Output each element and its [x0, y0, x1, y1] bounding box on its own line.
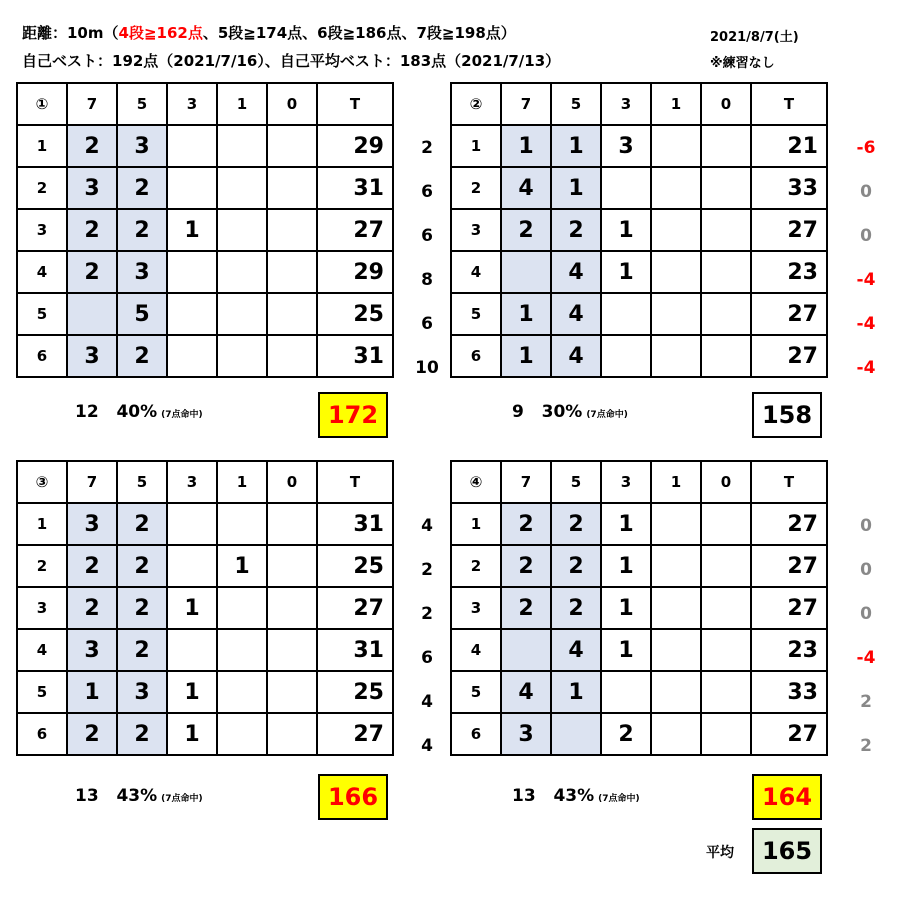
score-diff: -4	[856, 358, 876, 378]
count-cell-7: 2	[67, 251, 117, 293]
round-label: ③	[17, 461, 67, 503]
round-1-hits: 12	[75, 402, 99, 422]
end-number: 4	[451, 251, 501, 293]
count-cell-0	[701, 251, 751, 293]
column-header: 0	[701, 83, 751, 125]
score-diff: 0	[860, 516, 872, 536]
count-cell-3: 1	[601, 209, 651, 251]
round-4-hits: 13	[512, 786, 536, 806]
side-number: 2	[421, 138, 433, 158]
count-cell-3	[601, 671, 651, 713]
round-1-pct-note: (7点命中)	[161, 410, 203, 420]
count-cell-3	[167, 167, 217, 209]
count-cell-1	[651, 125, 701, 167]
count-cell-0	[267, 293, 317, 335]
column-header: 5	[551, 461, 601, 503]
end-number: 3	[17, 209, 67, 251]
end-total: 21	[751, 125, 827, 167]
count-cell-7: 2	[67, 209, 117, 251]
count-cell-7: 2	[67, 125, 117, 167]
end-number: 5	[17, 293, 67, 335]
end-total: 27	[751, 293, 827, 335]
round-label: ④	[451, 461, 501, 503]
table-row	[451, 629, 827, 671]
end-total: 33	[751, 167, 827, 209]
count-cell-7	[501, 629, 551, 671]
score-diff: 0	[860, 226, 872, 246]
count-cell-7: 2	[501, 209, 551, 251]
count-cell-5: 1	[551, 671, 601, 713]
table-row	[451, 713, 827, 755]
column-header: 7	[67, 83, 117, 125]
table-row	[17, 587, 393, 629]
column-header: 1	[217, 83, 267, 125]
count-cell-3: 1	[601, 629, 651, 671]
table-row	[451, 125, 827, 167]
end-number: 3	[451, 587, 501, 629]
column-header: T	[751, 461, 827, 503]
round-3-hits: 13	[75, 786, 99, 806]
side-number: 6	[421, 182, 433, 202]
count-cell-7: 3	[501, 713, 551, 755]
count-cell-5: 4	[551, 335, 601, 377]
count-cell-3: 1	[167, 713, 217, 755]
count-cell-1	[217, 503, 267, 545]
end-total: 27	[751, 335, 827, 377]
round-1-pct: 40%	[116, 402, 158, 422]
table-row	[17, 335, 393, 377]
column-header: 1	[217, 461, 267, 503]
count-cell-5: 1	[551, 125, 601, 167]
round-2-stats	[512, 402, 628, 422]
end-number: 5	[17, 671, 67, 713]
round-1-stats	[75, 402, 203, 422]
count-cell-3: 1	[601, 587, 651, 629]
count-cell-0	[701, 335, 751, 377]
count-cell-1	[651, 545, 701, 587]
count-cell-3	[167, 545, 217, 587]
count-cell-0	[701, 125, 751, 167]
table-row	[17, 209, 393, 251]
end-number: 2	[451, 545, 501, 587]
average-value: 165	[752, 828, 822, 874]
count-cell-1	[217, 335, 267, 377]
table-row	[17, 125, 393, 167]
count-cell-1	[651, 713, 701, 755]
side-number: 6	[421, 314, 433, 334]
count-cell-7: 2	[67, 545, 117, 587]
end-number: 5	[451, 671, 501, 713]
end-total: 27	[317, 587, 393, 629]
count-cell-5: 2	[117, 629, 167, 671]
count-cell-3	[167, 293, 217, 335]
count-cell-0	[267, 335, 317, 377]
count-cell-7: 3	[67, 629, 117, 671]
column-header: 7	[67, 461, 117, 503]
count-cell-1	[651, 251, 701, 293]
round-4-pct-note: (7点命中)	[598, 794, 640, 804]
header-row	[451, 83, 827, 125]
count-cell-0	[267, 125, 317, 167]
end-number: 1	[451, 125, 501, 167]
end-total: 31	[317, 503, 393, 545]
end-total: 29	[317, 125, 393, 167]
rank-4-threshold: 4段≧162点	[118, 24, 203, 42]
score-diff: 2	[860, 736, 872, 756]
count-cell-3: 1	[601, 545, 651, 587]
header-row	[451, 461, 827, 503]
end-number: 6	[17, 713, 67, 755]
count-cell-1	[651, 293, 701, 335]
round-4-pct: 43%	[553, 786, 595, 806]
end-number: 1	[17, 125, 67, 167]
count-cell-0	[267, 167, 317, 209]
count-cell-7: 2	[501, 503, 551, 545]
round-2-pct-note: (7点命中)	[586, 410, 628, 420]
distance-prefix: 距離：10m（	[22, 24, 119, 42]
column-header: 7	[501, 83, 551, 125]
count-cell-0	[267, 629, 317, 671]
column-header: 1	[651, 461, 701, 503]
end-number: 1	[451, 503, 501, 545]
side-number: 6	[421, 648, 433, 668]
end-number: 1	[17, 503, 67, 545]
count-cell-7: 2	[501, 545, 551, 587]
score-diff: 0	[860, 182, 872, 202]
column-header: 5	[117, 461, 167, 503]
end-total: 27	[751, 587, 827, 629]
table-row	[451, 167, 827, 209]
round-label: ①	[17, 83, 67, 125]
table-row	[17, 293, 393, 335]
count-cell-1	[651, 167, 701, 209]
count-cell-5: 2	[551, 503, 601, 545]
count-cell-1	[217, 251, 267, 293]
side-number: 6	[421, 226, 433, 246]
count-cell-1	[217, 209, 267, 251]
score-diff: -4	[856, 270, 876, 290]
end-number: 2	[17, 167, 67, 209]
count-cell-3: 2	[601, 713, 651, 755]
count-cell-5: 2	[117, 587, 167, 629]
count-cell-0	[701, 209, 751, 251]
note-label: ※練習なし	[710, 56, 775, 71]
count-cell-7: 3	[67, 503, 117, 545]
end-number: 4	[17, 629, 67, 671]
count-cell-0	[701, 629, 751, 671]
round-3-pct: 43%	[116, 786, 158, 806]
table-row	[451, 503, 827, 545]
column-header: 1	[651, 83, 701, 125]
count-cell-0	[701, 503, 751, 545]
count-cell-0	[267, 503, 317, 545]
round-4-stats	[512, 786, 640, 806]
count-cell-1	[217, 629, 267, 671]
column-header: 0	[267, 83, 317, 125]
count-cell-7: 2	[501, 587, 551, 629]
side-number: 4	[421, 736, 433, 756]
average-label: 平均	[706, 845, 734, 861]
table-row	[17, 713, 393, 755]
count-cell-5: 5	[117, 293, 167, 335]
round-2-table	[450, 82, 828, 378]
count-cell-5: 2	[117, 167, 167, 209]
count-cell-0	[701, 713, 751, 755]
count-cell-7: 2	[67, 713, 117, 755]
round-2-total: 158	[752, 392, 822, 438]
table-row	[451, 587, 827, 629]
column-header: T	[751, 83, 827, 125]
end-number: 2	[17, 545, 67, 587]
round-1-table	[16, 82, 394, 378]
table-row	[17, 671, 393, 713]
count-cell-7	[67, 293, 117, 335]
end-total: 27	[751, 545, 827, 587]
side-number: 10	[415, 358, 439, 378]
count-cell-1	[651, 629, 701, 671]
personal-best-line: 自己ベスト：192点（2021/7/16）、自己平均ベスト：183点（2021/7/13）	[22, 52, 561, 70]
count-cell-5	[551, 713, 601, 755]
end-total: 31	[317, 335, 393, 377]
count-cell-7: 1	[67, 671, 117, 713]
count-cell-3	[167, 335, 217, 377]
table-row	[17, 251, 393, 293]
count-cell-0	[267, 209, 317, 251]
count-cell-3	[601, 335, 651, 377]
count-cell-3	[167, 125, 217, 167]
count-cell-3: 1	[167, 209, 217, 251]
count-cell-1	[651, 671, 701, 713]
end-total: 31	[317, 629, 393, 671]
round-3-total: 166	[318, 774, 388, 820]
distance-suffix: 、5段≧174点、6段≧186点、7段≧198点）	[202, 24, 516, 42]
round-4-table	[450, 460, 828, 756]
table-row	[17, 503, 393, 545]
score-diff: -4	[856, 314, 876, 334]
count-cell-1	[651, 335, 701, 377]
count-cell-0	[701, 167, 751, 209]
side-number: 8	[421, 270, 433, 290]
count-cell-7: 3	[67, 335, 117, 377]
round-label: ②	[451, 83, 501, 125]
column-header: 7	[501, 461, 551, 503]
end-number: 4	[17, 251, 67, 293]
table-row	[17, 629, 393, 671]
round-2-pct: 30%	[541, 402, 583, 422]
count-cell-7: 1	[501, 125, 551, 167]
count-cell-3: 1	[601, 251, 651, 293]
count-cell-3	[167, 251, 217, 293]
count-cell-5: 2	[551, 545, 601, 587]
side-number: 2	[421, 604, 433, 624]
end-number: 6	[451, 713, 501, 755]
side-number: 4	[421, 516, 433, 536]
count-cell-7: 3	[67, 167, 117, 209]
count-cell-1	[217, 671, 267, 713]
round-2-hits: 9	[512, 402, 524, 422]
count-cell-7: 1	[501, 293, 551, 335]
header-row	[17, 461, 393, 503]
count-cell-5: 2	[117, 503, 167, 545]
column-header: 0	[701, 461, 751, 503]
end-number: 4	[451, 629, 501, 671]
end-total: 27	[317, 209, 393, 251]
count-cell-5: 4	[551, 251, 601, 293]
score-diff: 2	[860, 692, 872, 712]
table-row	[451, 545, 827, 587]
score-diff: 0	[860, 560, 872, 580]
count-cell-1	[217, 293, 267, 335]
round-4-total: 164	[752, 774, 822, 820]
count-cell-3	[601, 167, 651, 209]
end-number: 5	[451, 293, 501, 335]
count-cell-0	[701, 671, 751, 713]
count-cell-1	[651, 587, 701, 629]
count-cell-7	[501, 251, 551, 293]
end-total: 23	[751, 251, 827, 293]
count-cell-3: 1	[167, 587, 217, 629]
count-cell-5: 2	[117, 545, 167, 587]
count-cell-0	[701, 587, 751, 629]
end-total: 31	[317, 167, 393, 209]
column-header: 3	[167, 83, 217, 125]
round-3-stats	[75, 786, 203, 806]
count-cell-5: 4	[551, 629, 601, 671]
count-cell-5: 3	[117, 251, 167, 293]
count-cell-1	[651, 503, 701, 545]
end-number: 2	[451, 167, 501, 209]
end-total: 27	[317, 713, 393, 755]
end-total: 25	[317, 545, 393, 587]
count-cell-7: 2	[67, 587, 117, 629]
column-header: 5	[551, 83, 601, 125]
round-3-pct-note: (7点命中)	[161, 794, 203, 804]
end-total: 25	[317, 293, 393, 335]
count-cell-5: 2	[117, 335, 167, 377]
end-total: 27	[751, 713, 827, 755]
round-1-total: 172	[318, 392, 388, 438]
count-cell-5: 3	[117, 125, 167, 167]
end-total: 27	[751, 209, 827, 251]
round-3-table	[16, 460, 394, 756]
count-cell-7: 1	[501, 335, 551, 377]
count-cell-5: 2	[117, 209, 167, 251]
column-header: 3	[601, 83, 651, 125]
header-row	[17, 83, 393, 125]
side-number: 4	[421, 692, 433, 712]
count-cell-0	[267, 671, 317, 713]
score-diff: 0	[860, 604, 872, 624]
table-row	[451, 671, 827, 713]
end-number: 3	[451, 209, 501, 251]
count-cell-0	[267, 587, 317, 629]
count-cell-5: 2	[551, 587, 601, 629]
column-header: T	[317, 83, 393, 125]
count-cell-3: 3	[601, 125, 651, 167]
count-cell-3: 1	[601, 503, 651, 545]
column-header: 5	[117, 83, 167, 125]
end-total: 33	[751, 671, 827, 713]
count-cell-5: 3	[117, 671, 167, 713]
end-number: 3	[17, 587, 67, 629]
count-cell-5: 4	[551, 293, 601, 335]
count-cell-5: 2	[117, 713, 167, 755]
count-cell-3	[601, 293, 651, 335]
count-cell-1	[217, 713, 267, 755]
count-cell-1	[217, 125, 267, 167]
end-total: 27	[751, 503, 827, 545]
count-cell-0	[267, 713, 317, 755]
count-cell-7: 4	[501, 671, 551, 713]
side-number: 2	[421, 560, 433, 580]
count-cell-3: 1	[167, 671, 217, 713]
table-row	[17, 545, 393, 587]
count-cell-7: 4	[501, 167, 551, 209]
count-cell-3	[167, 503, 217, 545]
end-number: 6	[451, 335, 501, 377]
count-cell-0	[701, 545, 751, 587]
count-cell-5: 2	[551, 209, 601, 251]
column-header: 3	[167, 461, 217, 503]
date-label: 2021/8/7(土)	[710, 30, 799, 45]
count-cell-0	[267, 251, 317, 293]
column-header: 0	[267, 461, 317, 503]
score-diff: -4	[856, 648, 876, 668]
table-row	[451, 251, 827, 293]
score-diff: -6	[856, 138, 876, 158]
count-cell-0	[267, 545, 317, 587]
end-number: 6	[17, 335, 67, 377]
count-cell-1	[217, 587, 267, 629]
end-total: 23	[751, 629, 827, 671]
column-header: 3	[601, 461, 651, 503]
count-cell-1	[217, 167, 267, 209]
count-cell-1	[651, 209, 701, 251]
end-total: 25	[317, 671, 393, 713]
table-row	[17, 167, 393, 209]
count-cell-5: 1	[551, 167, 601, 209]
table-row	[451, 335, 827, 377]
count-cell-0	[701, 293, 751, 335]
distance-line	[22, 22, 516, 43]
end-total: 29	[317, 251, 393, 293]
count-cell-3	[167, 629, 217, 671]
table-row	[451, 209, 827, 251]
column-header: T	[317, 461, 393, 503]
table-row	[451, 293, 827, 335]
count-cell-1: 1	[217, 545, 267, 587]
